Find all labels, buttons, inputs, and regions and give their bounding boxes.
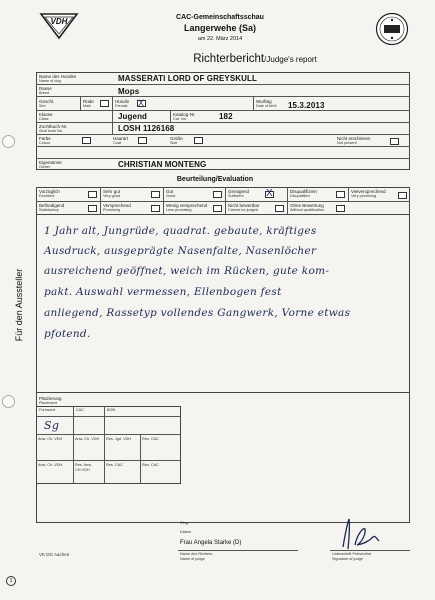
eval-checkbox-promising[interactable] [151, 205, 160, 212]
col-label-1: CAC [76, 408, 85, 412]
row-b-2: Res. CAC [106, 463, 123, 467]
row-a-2: Res. Jgd. VDH [106, 437, 132, 441]
colour-checkbox[interactable] [82, 137, 91, 144]
eval-checkbox-cannot-judge[interactable] [275, 205, 284, 212]
eval-checkbox-disqualified[interactable] [336, 191, 345, 198]
not-present-checkbox[interactable] [390, 138, 399, 145]
grade-label: Formwert [39, 408, 56, 412]
comment-line-2: Ausdruck, ausgeprägte Nasenfalte, Nasenlöcher [44, 245, 317, 257]
dog-name-value: MASSERATI LORD OF GREYSKULL [118, 74, 257, 83]
comment-area [36, 215, 410, 393]
eval-checkbox-less-promising[interactable] [213, 205, 222, 212]
row-a-1: Anw. Ch. VDH [75, 437, 100, 441]
eval-checkbox-without-qualification[interactable] [336, 205, 345, 212]
row-b-0: Anw. Ch. VDH [38, 463, 63, 467]
grade-value: Sg [44, 419, 60, 432]
page-number-circle: 1 [6, 576, 16, 586]
eval-checked-mark: X [266, 188, 273, 199]
comment-line-1: 1 Jahr alt, Jungrüde, quadrat. gebaute, kräftiges [44, 225, 317, 237]
row-a-3: Res. CAC [142, 437, 159, 441]
label-cat-no: Katalog-Nr. Cat. No. [173, 112, 196, 121]
row-a-0: Anw. Ch. VDH [38, 437, 63, 441]
female-checkbox-mark: X [138, 98, 145, 108]
row-b-3: Res. CAC [142, 463, 159, 467]
dog-info-box [36, 72, 410, 170]
evaluation-heading: Beurteilung/Evaluation [176, 176, 254, 183]
punch-hole-bottom [2, 395, 15, 408]
label-not-present: Nicht erschienen Not present [337, 136, 371, 145]
event-date: am 22. März 2014 [197, 36, 243, 42]
eval-r1c1: Vorzüglich Excellent [39, 189, 60, 198]
label-hair: Haarart Coat [113, 136, 129, 145]
label-colour: Farbe Colour [39, 136, 51, 145]
club-name: VK DG Aachen [39, 552, 70, 557]
eval-r2c2: Versprechend Promising [103, 203, 131, 212]
eval-checkbox-very-good[interactable] [151, 191, 160, 198]
eval-r2c4: Nicht bewertbar Cannot be judged [228, 203, 260, 212]
report-title [145, 49, 365, 67]
label-stud: Zuchtbuch-Nr. Stud book No. [39, 124, 68, 133]
label-sex: Geschl. Sex [39, 99, 55, 108]
label-owner: Eigentümer Owner [39, 160, 63, 169]
vdh-logo-text: VDH [50, 17, 68, 26]
eval-r1c6: Vielversprechend Very promising [351, 189, 386, 198]
comment-line-4: pakt. Auswahl vermessen, Ellenbogen fest [44, 286, 282, 298]
size-checkbox[interactable] [194, 137, 203, 144]
eval-r1c2: Sehr gut Very good [103, 189, 121, 198]
eval-r2c5: Ohne Bewertung Without qualification [290, 203, 324, 212]
label-male: Rüde Male [83, 99, 94, 108]
eval-r1c4: Genügend Sufficient [228, 189, 250, 198]
row-b-1: Res. Anw. CH.VDH [75, 463, 92, 472]
report-title-sub: /Judge's report [264, 55, 317, 64]
comment-line-6: pfotend. [44, 328, 91, 340]
results-grid [36, 406, 181, 484]
label-name: Name des Hundes Name of dog [39, 74, 77, 83]
male-checkbox[interactable] [100, 100, 109, 107]
ring-label: Ring [180, 521, 188, 525]
label-female: Hündin Female [115, 99, 130, 108]
eval-r1c5: Disqualifiziert Disqualified [290, 189, 317, 198]
side-label: Für den Aussteller [14, 268, 24, 342]
label-dob: Wurftag Date of birth [256, 99, 277, 108]
event-place: Langerwehe (Sa) [183, 23, 257, 33]
dob-value: 15.3.2013 [288, 101, 325, 110]
judge-signature [335, 515, 395, 555]
club-seal [375, 12, 409, 46]
owner-value: CHRISTIAN MONTENG [118, 160, 207, 169]
hair-checkbox[interactable] [138, 137, 147, 144]
label-class: Klasse Class [39, 112, 53, 121]
date-label: Datum [180, 530, 192, 534]
comment-line-3: ausreichend geöffnet, weich im Rücken, gute kom- [44, 265, 330, 277]
eval-r2c3: Wenig versprechend Less promising [166, 203, 208, 212]
placement-label: Platzierung Placement [39, 396, 62, 405]
judge-label: Name des Richters Name of judge [180, 552, 213, 561]
event-org: CAC-Gemeinschaftsschau [176, 14, 264, 21]
punch-hole-top [2, 135, 15, 148]
judge-name: Frau Angela Starke (D) [180, 540, 242, 546]
label-breed: Rasse Breed [39, 86, 52, 95]
signature-label: Unterschrift Preisrichter Signature of judge [332, 552, 372, 561]
eval-r1c3: Gut Good [166, 189, 176, 198]
eval-checkbox-very-promising[interactable] [398, 192, 407, 199]
stud-value: LOSH 1126168 [118, 124, 175, 133]
eval-checkbox-satisfactory[interactable] [88, 205, 97, 212]
vdh-logo [39, 12, 79, 40]
label-size: Größe Size [170, 136, 183, 145]
breed-value: Mops [118, 87, 140, 96]
class-value: Jugend [118, 112, 148, 121]
eval-r2c1: Befriedigend Satisfactory [39, 203, 65, 212]
comment-line-5: anliegend, Rassetyp vollendes Gangwerk, Vorne etwas [44, 307, 351, 319]
col-label-0: BOB [107, 408, 116, 412]
report-title-main: Richterbericht [193, 53, 265, 65]
cat-no-value: 182 [219, 112, 233, 121]
eval-checkbox-good[interactable] [213, 191, 222, 198]
eval-checkbox-excellent[interactable] [88, 191, 97, 198]
